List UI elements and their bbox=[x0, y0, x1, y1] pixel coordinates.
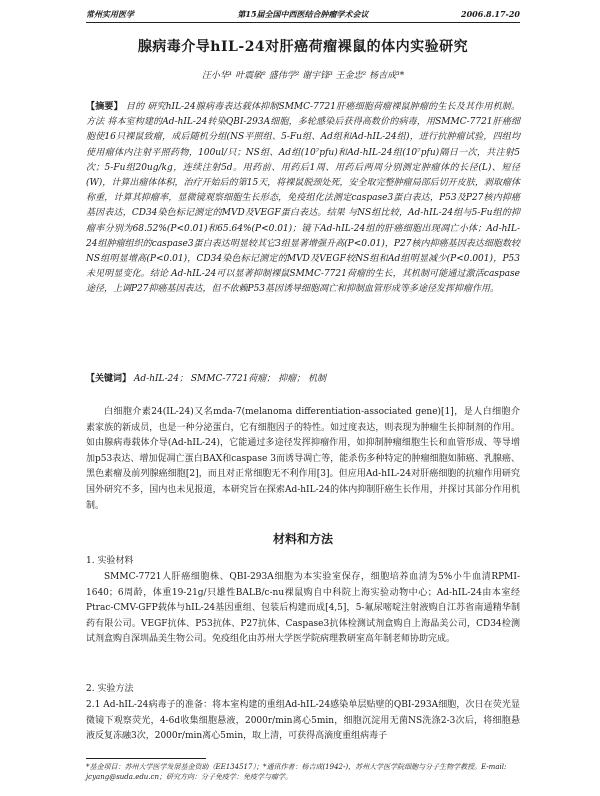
header-conference: 第15届全国中西医结合肿瘤学术会议 bbox=[237, 9, 369, 19]
header-rule bbox=[86, 22, 520, 23]
introduction-paragraph bbox=[86, 405, 520, 514]
intro-text: 白细胞介素24(IL-24)又名mda-7(melanoma differentiation-associated gene)[1]，是人白细胞介素家族的新成员，也是一种分泌蛋白，它有细胞因子的特性。如过度表达，则表现为肿瘤生长抑制剂的作用。如由腺病毒载体介导(Ad-hIL-24)，它能通过多途径发挥抑瘤作用，如抑制肿瘤细胞生长和血管形成、等导增加p53表达、增加促凋亡蛋白BAX和caspase 3而诱导凋亡等，能杀伤多种特定的肿瘤细胞如肺癌、乳腺癌、黑色素瘤及前列腺癌细胞[2]，而且对正常细胞无不利作用[3]。但应用Ad-hIL-24对肝癌细胞的抗瘤作用研究国外研究不多，国内也未见报道，本研究旨在探索Ad-hIL-24的体内抑制肝癌生长作用，并探讨其部分作用机制。 bbox=[86, 407, 520, 511]
methods-subheading: 2.1 Ad-hIL-24病毒子的准备： bbox=[86, 700, 213, 710]
materials-text: SMMC-7721人肝癌细胞株、QBI-293A细胞为本实验室保存，细胞培养血清为5%小牛血清RPMI-1640；6周龄，体重19-21g/只雄性BALB/c-nu裸鼠购自中科院上海实验动物中心；Ad-hIL-24由本室经Ptrac-CMV-GFP载体与hIL-24基因重组、包装后构建而成[4,5]，5-氟尿嘧啶注射液购自江苏省南通精华制药有限公司。VEGF抗体、P53抗体、P27抗体、Caspase3抗体检测试剂盒购自上海晶美公司，CD34检测试剂盒购自深圳晶美生物公司。免疫组化由苏州大学医学院病理教研室高年制老师协助完成。 bbox=[86, 572, 520, 645]
article-title: 腺病毒介导hIL-24对肝癌荷瘤裸鼠的体内实验研究 bbox=[137, 39, 469, 55]
keywords bbox=[86, 371, 520, 384]
author-list: 汪小华¹ 叶震敏² 盛伟学² 谢宇锋³ 王金忠² 杨吉成³* bbox=[201, 71, 405, 81]
footnote-rule bbox=[86, 758, 206, 759]
header-date: 2006.8.17-20 bbox=[461, 9, 520, 19]
subsection-heading-methods: 2. 实验方法 bbox=[86, 684, 134, 694]
abstract bbox=[86, 100, 520, 298]
abstract-text: 目的 研究hIL-24腺病毒表达载体抑制SMMC-7721肝癌细胞荷瘤裸鼠肿瘤的生长及其作用机制。方法 将本室构建的Ad-hIL-24转染QBI-293A细胞，多轮感染后获得高数价的病毒，用SMMC-7721肝癌细胞使16只裸鼠致瘤，成后随机分组(NS平照组、5-Fu组、Ad组和Ad-hIL-24组)，进行抗肿瘤试验，四组均使用瘤体内注射平照药物，100ul/只；NS组、Ad组(10⁷pfu)和Ad-hIL-24组(10⁷pfu)隔日一次，共注射5次；5-Fu组20ug/kg，连续注射5d。用药前、用药后1周、用药后两周分别测定肿瘤体的长径(L)、短径(W)，计算出瘤体体积，治疗开始后的第15天，将裸鼠脱颈处死，安全取完整肿瘤局部后切开皮肤，剥取瘤体称重，计算其抑瘤率，显微镜观察细胞生长形态，免疫组化法测定caspase3蛋白表达，P53及P27核内抑癌基因表达，CD34染色标记测定的MVD及VEGF蛋白表达。结果 与NS组比较，Ad-hIL-24组与5-Fu组的抑瘤率分别为68.52%(P<0.01)和65.64%(P<0.01)；镜下Ad-hIL-24组的肝癌细胞出现凋亡小体；Ad-hIL-24组肿瘤组织的caspase3蛋白表达明显较其它3组显著增强升高(P<0.01)，P27核内抑癌基因表达细胞数较NS组明显增高(P<0.01)，CD34染色标记测定的MVD及VEGF较NS组和Ad组明显减少(P<0.001)，P53未见明显变化。结论 Ad-hIL-24可以显著抑制裸鼠SMMC-7721荷瘤的生长，其机制可能通过激活caspase途径，上调P27抑癌基因表达，但不依赖P53基因诱导细胞凋亡和抑制血管形成等多途径发挥抑瘤作用。 bbox=[86, 102, 520, 295]
subsection-heading-materials: 1. 实验材料 bbox=[86, 556, 134, 566]
methods-paragraph bbox=[86, 698, 520, 745]
header-journal: 常州实用医学 bbox=[86, 9, 134, 19]
running-header bbox=[86, 6, 520, 22]
abstract-label: 【摘要】 bbox=[86, 102, 123, 112]
footnote: *基金项目：苏州大学医学发展基金资助（EE134517）；*通讯作者：杨吉成(1942-)，苏州大学医学院细胞与分子生物学教授。E-mail: jcyang@suda.edu.cn；研究方向：分子免疫学：免疫学与瘤学。 bbox=[86, 763, 507, 781]
section-title: 材料和方法 bbox=[272, 532, 333, 546]
keywords-label: 【关键词】 bbox=[86, 374, 132, 384]
methods-text: 将本室构建的重组Ad-hIL-24感染单层贴壁的QBI-293A细胞，次日在荧光显微镜下观察荧光，4-6d收集细胞悬液，2000r/min离心5min，细胞沉淀用无菌NS洗涤2-3次后，将细胞悬液反复冻融3次，2000r/min离心5min，取上清，可获得高滴度重组病毒子 bbox=[86, 700, 520, 742]
materials-paragraph bbox=[86, 570, 520, 648]
keywords-text: Ad-hIL-24； SMMC-7721荷瘤； 抑瘤； 机制 bbox=[133, 374, 327, 384]
